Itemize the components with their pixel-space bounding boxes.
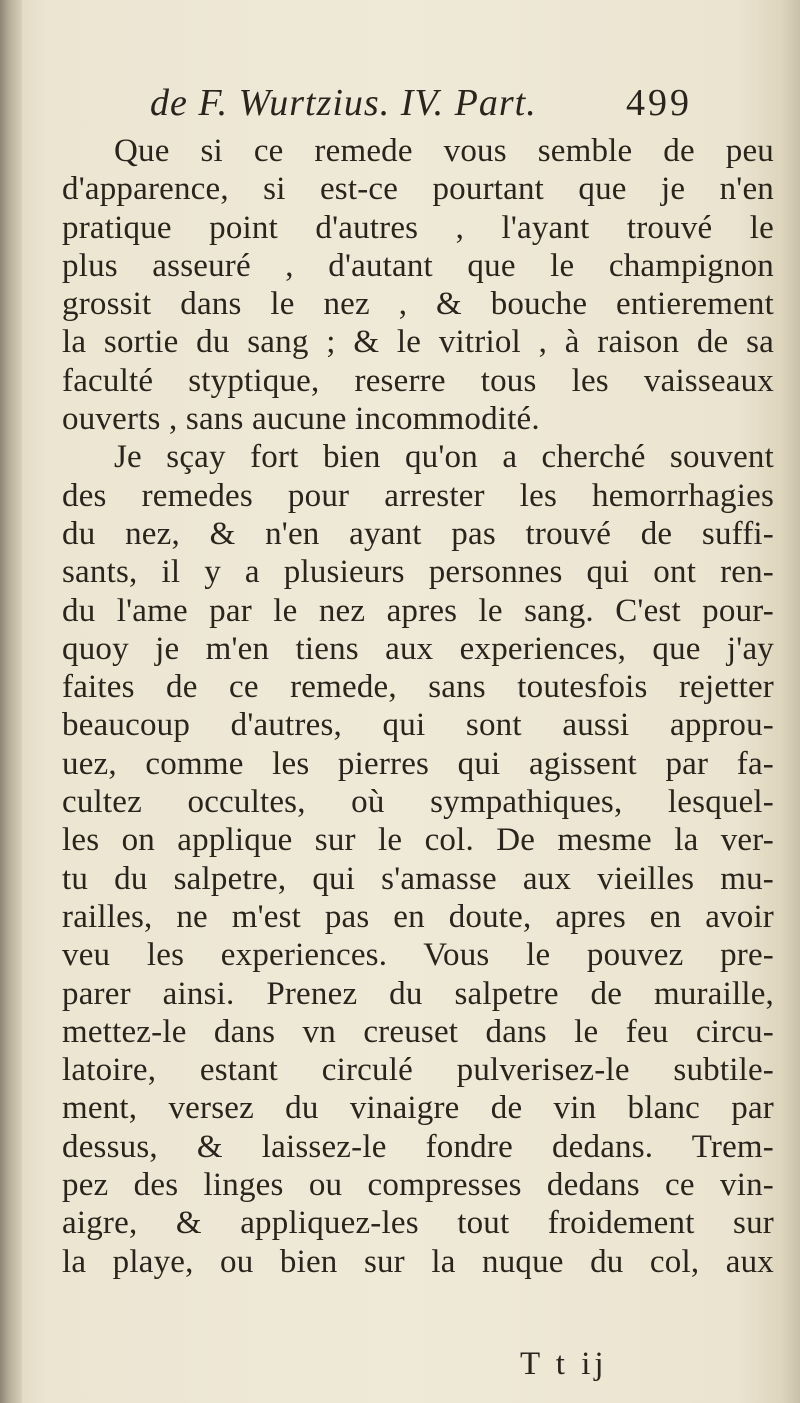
page-outer-edge — [784, 0, 800, 1403]
text-line: des remedes pour arrester les hemorrhagies — [62, 477, 774, 514]
text-line: grossit dans le nez , & bouche entierement — [62, 286, 774, 323]
text-line: du nez, & n'en ayant pas trouvé de suffi- — [62, 515, 774, 552]
page-binding-edge — [0, 0, 22, 1403]
text-line: pratique point d'autres , l'ayant trouvé le — [62, 209, 774, 246]
text-line: beaucoup d'autres, qui sont aussi approu- — [62, 707, 774, 744]
text-line: sants, il y a plusieurs personnes qui ont ren- — [62, 554, 774, 591]
text-line: veu les experiences. Vous le pouvez pre- — [62, 937, 774, 974]
text-line: pez des linges ou compresses dedans ce vin- — [62, 1167, 774, 1204]
running-head: de F. Wurtzius. IV. Part. — [150, 82, 537, 124]
text-line: les on applique sur le col. De mesme la ver- — [62, 822, 774, 859]
text-line: ment, versez du vinaigre de vin blanc par — [62, 1090, 774, 1127]
text-line: uez, comme les pierres qui agissent par fa- — [62, 745, 774, 782]
text-line: quoy je m'en tiens aux experiences, que j'ay — [62, 630, 774, 667]
body-text — [62, 132, 774, 1281]
text-line: latoire, estant circulé pulverisez-le subtile- — [62, 1052, 774, 1089]
text-line: mettez-le dans vn creuset dans le feu circu- — [62, 1013, 774, 1050]
text-line: plus asseuré , d'autant que le champignon — [62, 247, 774, 284]
text-line: Je sçay fort bien qu'on a cherché souvent — [114, 439, 774, 476]
text-line: cultez occultes, où sympathiques, lesquel- — [62, 784, 774, 821]
text-line: railles, ne m'est pas en doute, apres en avoir — [62, 898, 774, 935]
text-line: faculté styptique, reserre tous les vaisseaux — [62, 362, 774, 399]
text-line: parer ainsi. Prenez du salpetre de muraille, — [62, 975, 774, 1012]
page-header — [150, 76, 780, 130]
page-number: 499 — [626, 82, 692, 124]
text-line: ouverts , sans aucune incommodité. — [62, 401, 540, 438]
text-line: dessus, & laissez-le fondre dedans. Trem- — [62, 1128, 774, 1165]
text-line: faites de ce remede, sans toutesfois rejetter — [62, 669, 774, 706]
text-line: Que si ce remede vous semble de peu — [114, 133, 774, 169]
text-line: aigre, & appliquez-les tout froidement sur — [62, 1205, 774, 1242]
text-line: la sortie du sang ; & le vitriol , à raison de sa — [62, 324, 774, 361]
signature-mark: T t ij — [520, 1346, 608, 1382]
text-line: du l'ame par le nez apres le sang. C'est pour- — [62, 592, 774, 629]
text-line: tu du salpetre, qui s'amasse aux vieilles mu- — [62, 860, 774, 897]
text-line: la playe, ou bien sur la nuque du col, aux — [62, 1243, 774, 1280]
text-line: d'apparence, si est-ce pourtant que je n'en — [62, 171, 774, 208]
